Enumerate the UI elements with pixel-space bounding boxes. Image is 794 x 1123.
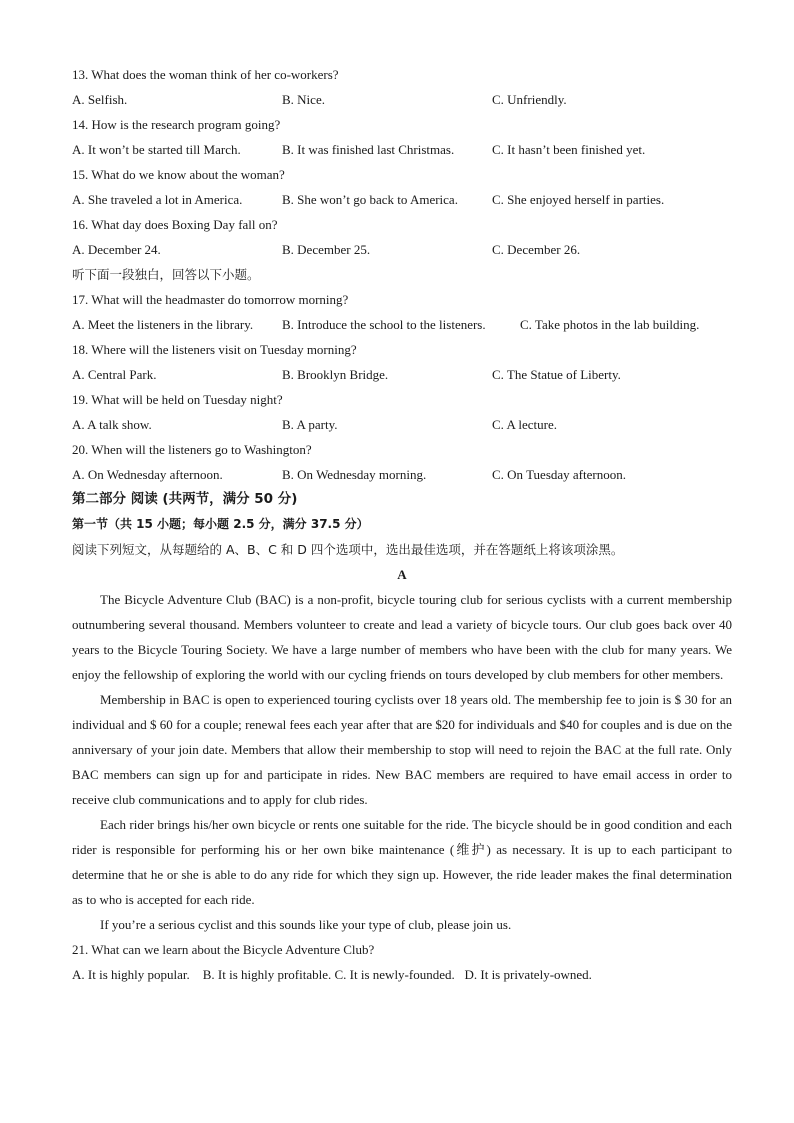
options-16 <box>72 237 732 262</box>
option-b: B. Nice. <box>282 92 325 107</box>
option-a: A. Selfish. <box>72 92 128 107</box>
option-b: B. On Wednesday morning. <box>282 467 427 482</box>
option-b: B. It was finished last Christmas. <box>282 142 455 157</box>
question-21: 21. What can we learn about the Bicycle Adventure Club? <box>72 942 375 957</box>
question-17: 17. What will the headmaster do tomorrow morning? <box>72 292 349 307</box>
option-b: B. December 25. <box>282 242 371 257</box>
options-15 <box>72 187 732 212</box>
option-a: A. A talk show. <box>72 417 152 432</box>
question-15: 15. What do we know about the woman? <box>72 167 285 182</box>
options-20 <box>72 462 732 487</box>
passage-paragraph-2: Membership in BAC is open to experienced touring cyclists over 18 years old. The membership fee to join is $ 30 for an individual and $ 60 for a couple; renewal fees each year after that are $20 for individuals and $40 for couples and is due on the anniversary of your join date. Members that allow their membership to stop will need to rejoin the BAC at the full rate. Only BAC members can sign up for and participate in rides. New BAC members are required to have email access in order to receive club communications and to apply for club rides. <box>72 692 732 807</box>
question-20: 20. When will the listeners go to Washington? <box>72 442 312 457</box>
option-c: C. Unfriendly. <box>492 92 567 107</box>
option-a: A. On Wednesday afternoon. <box>72 467 223 482</box>
option-b: B. She won’t go back to America. <box>282 192 458 207</box>
option-c: C. On Tuesday afternoon. <box>492 467 626 482</box>
section-title: 第一节（共 15 小题；每小题 2.5 分，满分 37.5 分） <box>72 517 369 531</box>
question-18: 18. Where will the listeners visit on Tuesday morning? <box>72 342 357 357</box>
reading-instruction: 阅读下列短文，从每题给的 A、B、C 和 D 四个选项中，选出最佳选项，并在答题纸上将该项涂黑。 <box>72 542 624 557</box>
option-b: B. Brooklyn Bridge. <box>282 367 389 382</box>
question-14: 14. How is the research program going? <box>72 117 281 132</box>
passage-paragraph-1: The Bicycle Adventure Club (BAC) is a non-profit, bicycle touring club for serious cyclists with a current membership outnumbering several thousand. Members volunteer to create and lead a variety of bicycle tours. Our club goes back over 40 years to the Bicycle Touring Society. We have a large number of members who have been with the club for many years. We enjoy the fellowship of exploring the world with our cycling friends on tours developed by club members for other members. <box>72 592 732 682</box>
option-a: A. She traveled a lot in America. <box>72 192 243 207</box>
options-13 <box>72 87 732 112</box>
option-c: C. It hasn’t been finished yet. <box>492 142 646 157</box>
question-13: 13. What does the woman think of her co-workers? <box>72 67 339 82</box>
exam-page <box>72 62 732 987</box>
passage-label: A <box>397 567 407 582</box>
question-19: 19. What will be held on Tuesday night? <box>72 392 283 407</box>
option-a: A. Meet the listeners in the library. <box>72 317 254 332</box>
option-a: A. It won’t be started till March. <box>72 142 241 157</box>
options-14 <box>72 137 732 162</box>
option-c: C. December 26. <box>492 242 581 257</box>
option-b: B. Introduce the school to the listeners. <box>282 317 486 332</box>
option-c: C. The Statue of Liberty. <box>492 367 621 382</box>
option-c: C. A lecture. <box>492 417 557 432</box>
options-18 <box>72 362 732 387</box>
option-a: A. December 24. <box>72 242 161 257</box>
option-c: C. She enjoyed herself in parties. <box>492 192 665 207</box>
passage-paragraph-3: Each rider brings his/her own bicycle or rents one suitable for the ride. The bicycle should be in good condition and each rider is responsible for performing his or her own bike maintenance (维护) as necessary. It is up to each participant to determine that he or she is able to do any ride for which they sign up. However, the ride leader makes the final determination as to who is accepted for each ride. <box>72 817 732 907</box>
option-b: B. A party. <box>282 417 338 432</box>
option-c: C. Take photos in the lab building. <box>520 317 700 332</box>
options-19 <box>72 412 732 437</box>
options-21: A. It is highly popular. B. It is highly profitable. C. It is newly-founded. D. It is privately-owned. <box>72 967 592 982</box>
question-16: 16. What day does Boxing Day fall on? <box>72 217 278 232</box>
part-title: 第二部分 阅读 (共两节，满分 50 分) <box>72 491 298 507</box>
monologue-instruction: 听下面一段独白，回答以下小题。 <box>72 267 260 282</box>
option-a: A. Central Park. <box>72 367 157 382</box>
passage-paragraph-4: If you’re a serious cyclist and this sounds like your type of club, please join us. <box>100 917 512 932</box>
options-17 <box>72 312 732 337</box>
